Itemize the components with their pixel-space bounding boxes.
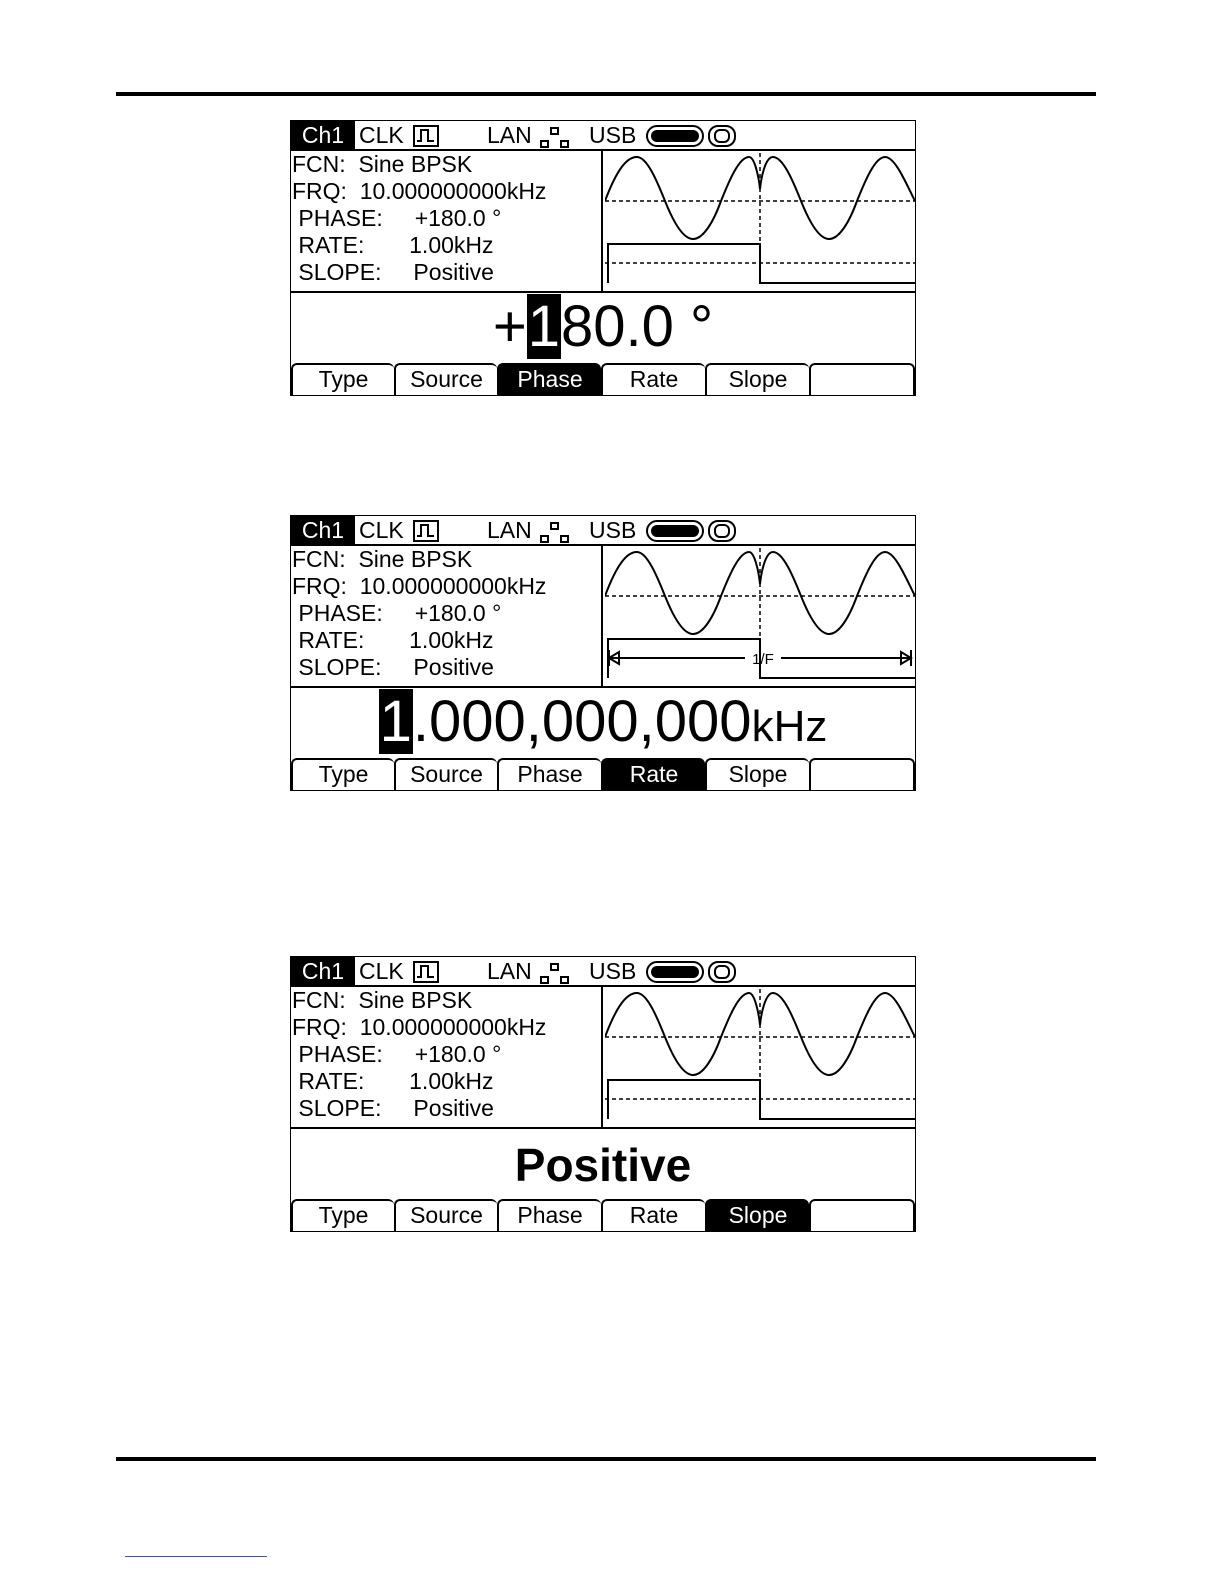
rate-line: RATE: 1.00kHz (292, 232, 494, 258)
parameter-panel (291, 546, 603, 686)
softkey-type[interactable]: Type (291, 758, 394, 790)
footer-rule (116, 1457, 1096, 1461)
clk-label: CLK (359, 122, 404, 148)
usb-drive-icon (645, 124, 707, 148)
phase-line: PHASE: +180.0 ° (292, 600, 502, 626)
screen-phase (290, 120, 916, 396)
header-rule (116, 92, 1096, 96)
waveform-display (605, 151, 915, 291)
entry-digits: 80.0 ° (560, 294, 714, 359)
clk-label: CLK (359, 958, 404, 984)
usb-label: USB (589, 517, 637, 543)
clock-square-icon (413, 520, 439, 542)
function-line: FCN: Sine BPSK (292, 546, 473, 572)
softkey-source[interactable]: Source (394, 1199, 497, 1231)
softkey-bar (291, 363, 915, 395)
softkey-bar (291, 758, 915, 790)
usb-drive-icon (645, 960, 707, 984)
lan-network-icon (539, 522, 575, 544)
softkey-rate[interactable]: Rate (601, 758, 705, 790)
lan-network-icon (539, 127, 575, 149)
frequency-line: FRQ: 10.000000000kHz (292, 1014, 547, 1040)
channel-indicator: Ch1 (291, 957, 355, 985)
function-line: FCN: Sine BPSK (292, 987, 473, 1013)
function-line: FCN: Sine BPSK (292, 151, 473, 177)
rate-line: RATE: 1.00kHz (292, 1068, 494, 1094)
clk-label: CLK (359, 517, 404, 543)
slope-line: SLOPE: Positive (292, 654, 494, 680)
phase-line: PHASE: +180.0 ° (292, 205, 502, 231)
softkey-blank[interactable] (809, 363, 915, 395)
lan-label: LAN (487, 122, 532, 148)
channel-indicator: Ch1 (291, 121, 355, 149)
remote-lock-icon (707, 519, 737, 543)
usb-drive-icon (645, 519, 707, 543)
entry-unit: kHz (751, 702, 828, 751)
remote-lock-icon (707, 124, 737, 148)
softkey-rate[interactable]: Rate (601, 1199, 705, 1231)
softkey-bar (291, 1199, 915, 1231)
softkey-blank[interactable] (809, 758, 915, 790)
usb-label: USB (589, 958, 637, 984)
softkey-phase[interactable]: Phase (497, 758, 601, 790)
rate-line: RATE: 1.00kHz (292, 627, 494, 653)
slope-line: SLOPE: Positive (292, 259, 494, 285)
edit-cursor-digit[interactable]: 1 (379, 689, 412, 754)
phase-line: PHASE: +180.0 ° (292, 1041, 502, 1067)
waveform-display (605, 546, 915, 686)
softkey-slope[interactable]: Slope (705, 363, 809, 395)
lan-label: LAN (487, 517, 532, 543)
slope-line: SLOPE: Positive (292, 1095, 494, 1121)
status-bar (291, 516, 915, 546)
parameter-panel (291, 987, 603, 1127)
value-entry[interactable] (291, 291, 915, 363)
channel-indicator: Ch1 (291, 516, 355, 544)
lan-network-icon (539, 963, 575, 985)
softkey-slope[interactable]: Slope (705, 1199, 809, 1231)
softkey-source[interactable]: Source (394, 758, 497, 790)
frequency-line: FRQ: 10.000000000kHz (292, 573, 547, 599)
softkey-source[interactable]: Source (394, 363, 497, 395)
period-label: 1/F (752, 651, 774, 668)
softkey-slope[interactable]: Slope (705, 758, 809, 790)
clock-square-icon (413, 125, 439, 147)
softkey-rate[interactable]: Rate (601, 363, 705, 395)
softkey-type[interactable]: Type (291, 1199, 394, 1231)
frequency-line: FRQ: 10.000000000kHz (292, 178, 547, 204)
clock-square-icon (413, 961, 439, 983)
parameter-panel (291, 151, 603, 291)
status-bar (291, 121, 915, 151)
usb-label: USB (589, 122, 637, 148)
remote-lock-icon (707, 960, 737, 984)
status-bar (291, 957, 915, 987)
screen-slope (290, 956, 916, 1232)
value-entry[interactable] (291, 686, 915, 758)
edit-cursor-digit[interactable]: 1 (527, 294, 560, 359)
softkey-type[interactable]: Type (291, 363, 394, 395)
lan-label: LAN (487, 958, 532, 984)
slope-value: Positive (514, 1139, 692, 1191)
waveform-display (605, 987, 915, 1127)
value-entry[interactable] (291, 1127, 915, 1199)
entry-digits: .000,000,000 (412, 689, 752, 754)
footer-link-underline (125, 1556, 267, 1557)
softkey-phase[interactable]: Phase (497, 1199, 601, 1231)
screen-rate (290, 515, 916, 791)
softkey-blank[interactable] (809, 1199, 915, 1231)
entry-sign: + (492, 294, 527, 359)
softkey-phase[interactable]: Phase (497, 363, 601, 395)
